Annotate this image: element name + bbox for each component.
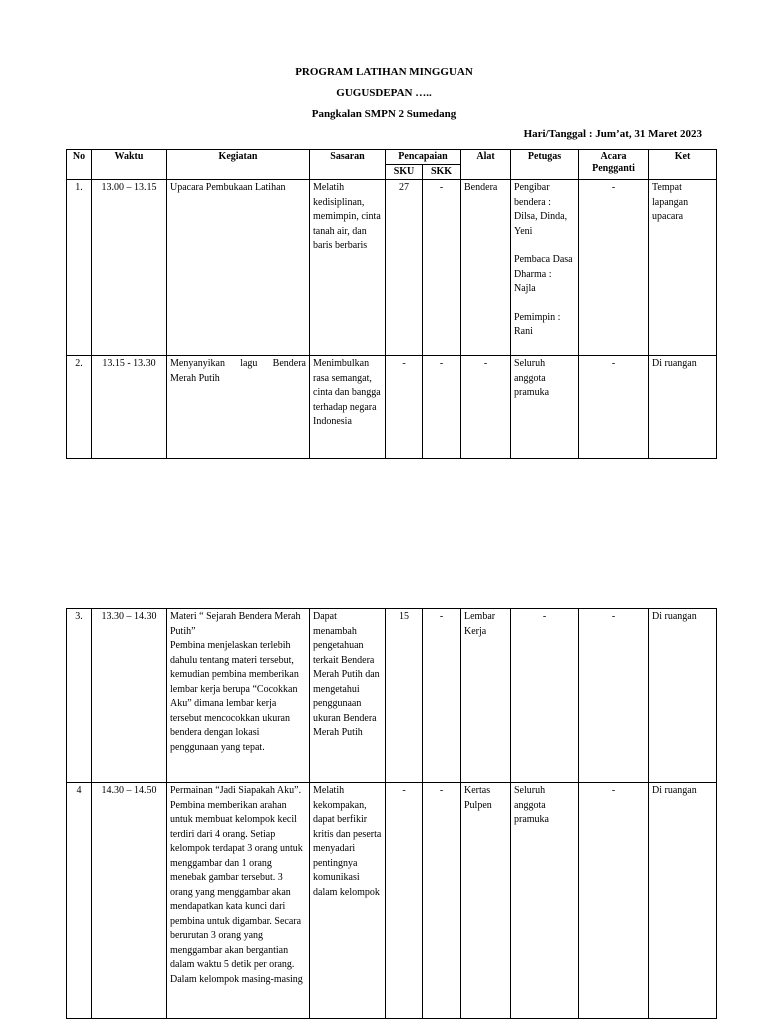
document-title: PROGRAM LATIHAN MINGGUAN xyxy=(295,66,473,78)
row-acara: - xyxy=(579,783,649,1019)
col-skk-header: SKK xyxy=(423,165,461,180)
row-sku: - xyxy=(386,783,423,1019)
table-row xyxy=(67,609,717,783)
row-kegiatan: Upacara Pembukaan Latihan xyxy=(167,180,310,356)
schedule-table-part1 xyxy=(66,149,717,459)
row-acara: - xyxy=(579,356,649,459)
kegiatan-title: Materi “ Sejarah Bendera Merah Putih” xyxy=(170,611,301,637)
row-ket: Di ruangan xyxy=(649,609,717,783)
row-skk: - xyxy=(423,356,461,459)
petugas-line: Pemimpin : Rani xyxy=(514,311,561,337)
row-no: 3. xyxy=(67,609,92,783)
row-waktu: 13.00 – 13.15 xyxy=(92,180,167,356)
col-acara-header: Acara Pengganti xyxy=(579,150,649,180)
row-sasaran: Melatih kedisiplinan, memimpin, cinta tanah air, dan baris berbaris xyxy=(310,180,386,356)
col-petugas-header: Petugas xyxy=(511,150,579,180)
row-waktu: 13.30 – 14.30 xyxy=(92,609,167,783)
row-sasaran: Melatih kekompakan, dapat berfikir kritis dan peserta menyadari pentingnya komunikasi dalam kelompok xyxy=(310,783,386,1019)
row-skk: - xyxy=(423,609,461,783)
row-acara: - xyxy=(579,180,649,356)
date-line: Hari/Tanggal : Jum’at, 31 Maret 2023 xyxy=(523,128,702,140)
row-alat: Lembar Kerja xyxy=(461,609,511,783)
document-subtitle: GUGUSDEPAN ….. xyxy=(336,87,432,99)
kegiatan-description: Pembina menjelaskan terlebih dahulu tentang materi tersebut, kemudian pembina memberikan lembar kerja berupa “Cocokkan Aku” dimana lembar kerja tersebut mencocokkan ukuran bendera dengan lokasi penggunaan yang tepat. xyxy=(170,640,299,753)
col-pencapaian-header: Pencapaian xyxy=(386,150,461,165)
row-petugas: - xyxy=(511,609,579,783)
row-no: 2. xyxy=(67,356,92,459)
petugas-line: Pembaca Dasa Dharma : Najla xyxy=(514,254,573,294)
row-skk: - xyxy=(423,180,461,356)
col-waktu-header: Waktu xyxy=(92,150,167,180)
row-waktu: 13.15 - 13.30 xyxy=(92,356,167,459)
row-kegiatan: Permainan “Jadi Siapakah Aku”. Pembina memberikan arahan untuk membuat kelompok kecil terdiri dari 4 orang. Setiap kelompok terdapat 3 orang untuk menggambar dan 1 orang menebak gambar tersebut. 3 orang yang menggambar akan mendapatkan kata kunci dari pembina untuk digambar. Secara berurutan 3 orang yang menggambar akan bergantian dalam waktu 5 detik per orang. Dalam kelompok masing-masing xyxy=(167,783,310,1019)
row-acara: - xyxy=(579,609,649,783)
schedule-table-part2 xyxy=(66,608,717,1019)
row-alat: - xyxy=(461,356,511,459)
table-header xyxy=(67,150,717,180)
row-ket: Di ruangan xyxy=(649,356,717,459)
row-alat: Bendera xyxy=(461,180,511,356)
col-alat-header: Alat xyxy=(461,150,511,180)
table-row xyxy=(67,356,717,459)
col-kegiatan-header: Kegiatan xyxy=(167,150,310,180)
row-petugas: Seluruh anggota pramuka xyxy=(511,783,579,1019)
row-sku: 15 xyxy=(386,609,423,783)
row-petugas: Seluruh anggota pramuka xyxy=(511,356,579,459)
petugas-line: Pengibar bendera : Dilsa, Dinda, Yeni xyxy=(514,182,568,237)
table-row xyxy=(67,180,717,356)
table-row xyxy=(67,783,717,1019)
row-sasaran: Dapat menambah pengetahuan terkait Bendera Merah Putih dan mengetahui penggunaan ukuran Bendera Merah Putih xyxy=(310,609,386,783)
col-sku-header: SKU xyxy=(386,165,423,180)
row-no: 4 xyxy=(67,783,92,1019)
base-name: Pangkalan SMPN 2 Sumedang xyxy=(311,108,457,120)
col-ket-header: Ket xyxy=(649,150,717,180)
row-skk: - xyxy=(423,783,461,1019)
row-alat: Kertas Pulpen xyxy=(461,783,511,1019)
row-kegiatan: Menyanyikan lagu Bendera Merah Putih xyxy=(167,356,310,459)
row-ket: Di ruangan xyxy=(649,783,717,1019)
col-sasaran-header: Sasaran xyxy=(310,150,386,180)
col-no-header: No xyxy=(67,150,92,180)
row-sasaran: Menimbulkan rasa semangat, cinta dan bangga terhadap negara Indonesia xyxy=(310,356,386,459)
row-petugas xyxy=(511,180,579,356)
row-sku: - xyxy=(386,356,423,459)
row-no: 1. xyxy=(67,180,92,356)
row-waktu: 14.30 – 14.50 xyxy=(92,783,167,1019)
row-kegiatan xyxy=(167,609,310,783)
row-ket: Tempat lapangan upacara xyxy=(649,180,717,356)
row-sku: 27 xyxy=(386,180,423,356)
